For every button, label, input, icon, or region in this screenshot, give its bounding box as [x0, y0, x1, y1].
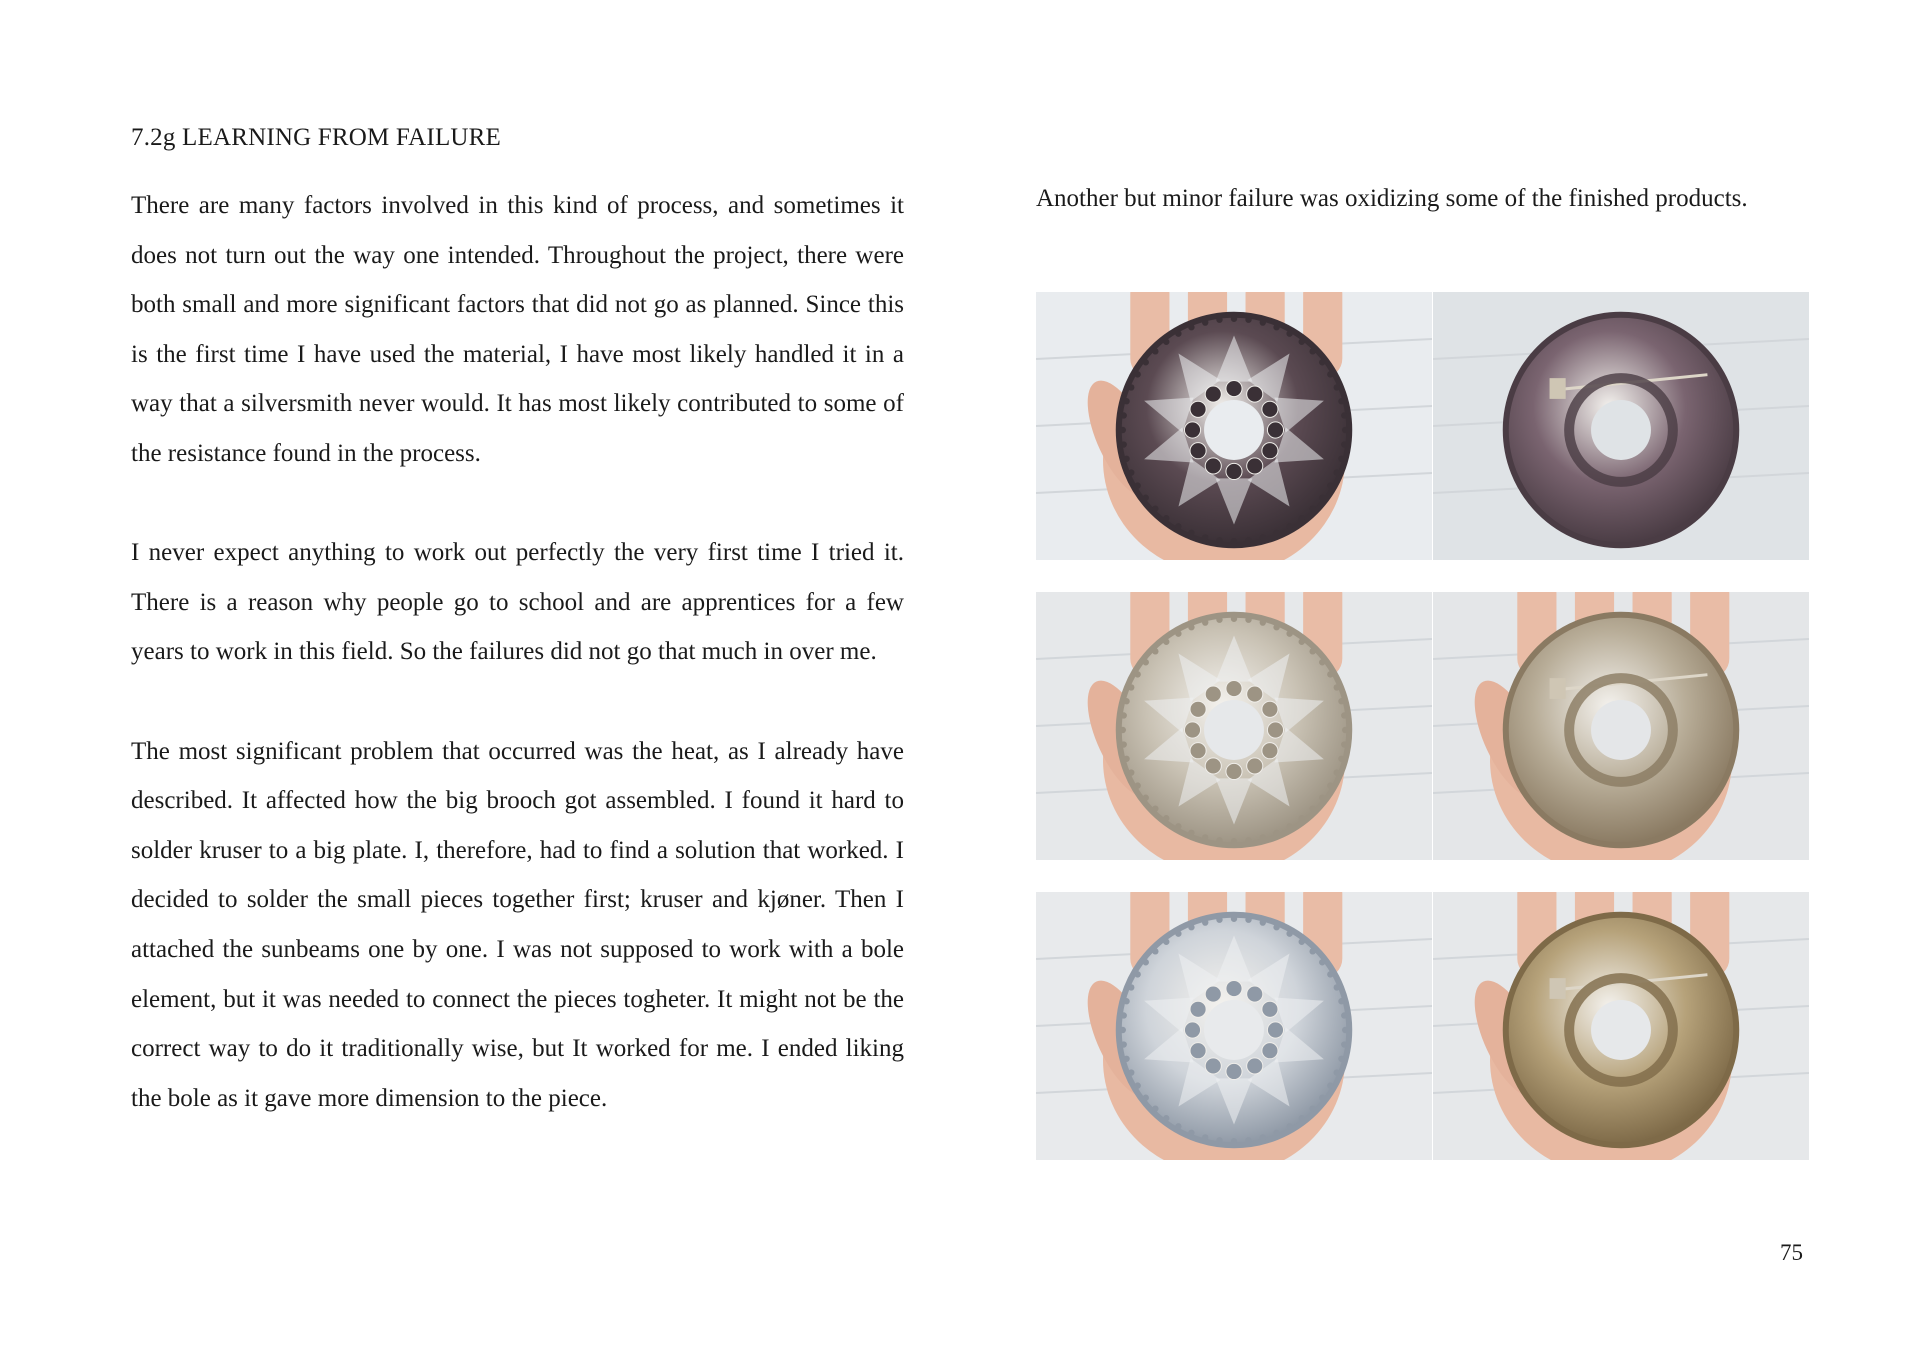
- silver-brooch-front-photo: [1036, 592, 1432, 860]
- body-paragraph: There are many factors involved in this kind of process, and sometimes it does not turn out the way one intended. Throughout the project, there were both small and more significant factors that did not go as planned. Since this is the first time I have used the material, I have most likely handled it in a way that a silversmith never would. It has most likely contributed to some of the resistance found in the process.: [131, 192, 904, 467]
- section-heading: 7.2g LEARNING FROM FAILURE: [131, 124, 502, 151]
- brooch-shape: [1506, 615, 1736, 845]
- oxidized-brooch-back-photo: [1433, 292, 1809, 560]
- body-text-column: [131, 181, 904, 1123]
- oxidizing-caption: Another but minor failure was oxidizing some of the finished products.: [1036, 185, 1748, 212]
- body-paragraph: I never expect anything to work out perfectly the very first time I tried it. There is a reason why people go to school and are apprentices for a few years to work in this field. So the failures did not go that much in over me.: [131, 539, 904, 666]
- brooch-shape: [1119, 915, 1349, 1145]
- brooch-shape: [1506, 915, 1736, 1145]
- silver-brooch-back-photo: [1433, 592, 1809, 860]
- oxidized-brooch-front-photo: [1036, 292, 1432, 560]
- brooch-shape: [1119, 315, 1349, 545]
- page-number: 75: [1780, 1240, 1803, 1265]
- sunbeam-brooch-front-photo: [1036, 892, 1432, 1160]
- sunbeam-brooch-back-photo: [1433, 892, 1809, 1160]
- brooch-shape: [1506, 315, 1736, 545]
- brooch-shape: [1119, 615, 1349, 845]
- body-paragraph: The most significant problem that occurred was the heat, as I already have described. It affected how the big brooch got assembled. I found it hard to solder kruser to a big plate. I, therefore, had to find a solution that worked. I decided to solder the small pieces together first; kruser and kjøner. Then I attached the sunbeams one by one. I was not supposed to work with a bole element, but it was needed to connect the pieces togheter. It might not be the correct way to do it traditionally wise, but It worked for me. I ended liking the bole as it gave more dimension to the piece.: [131, 737, 904, 1112]
